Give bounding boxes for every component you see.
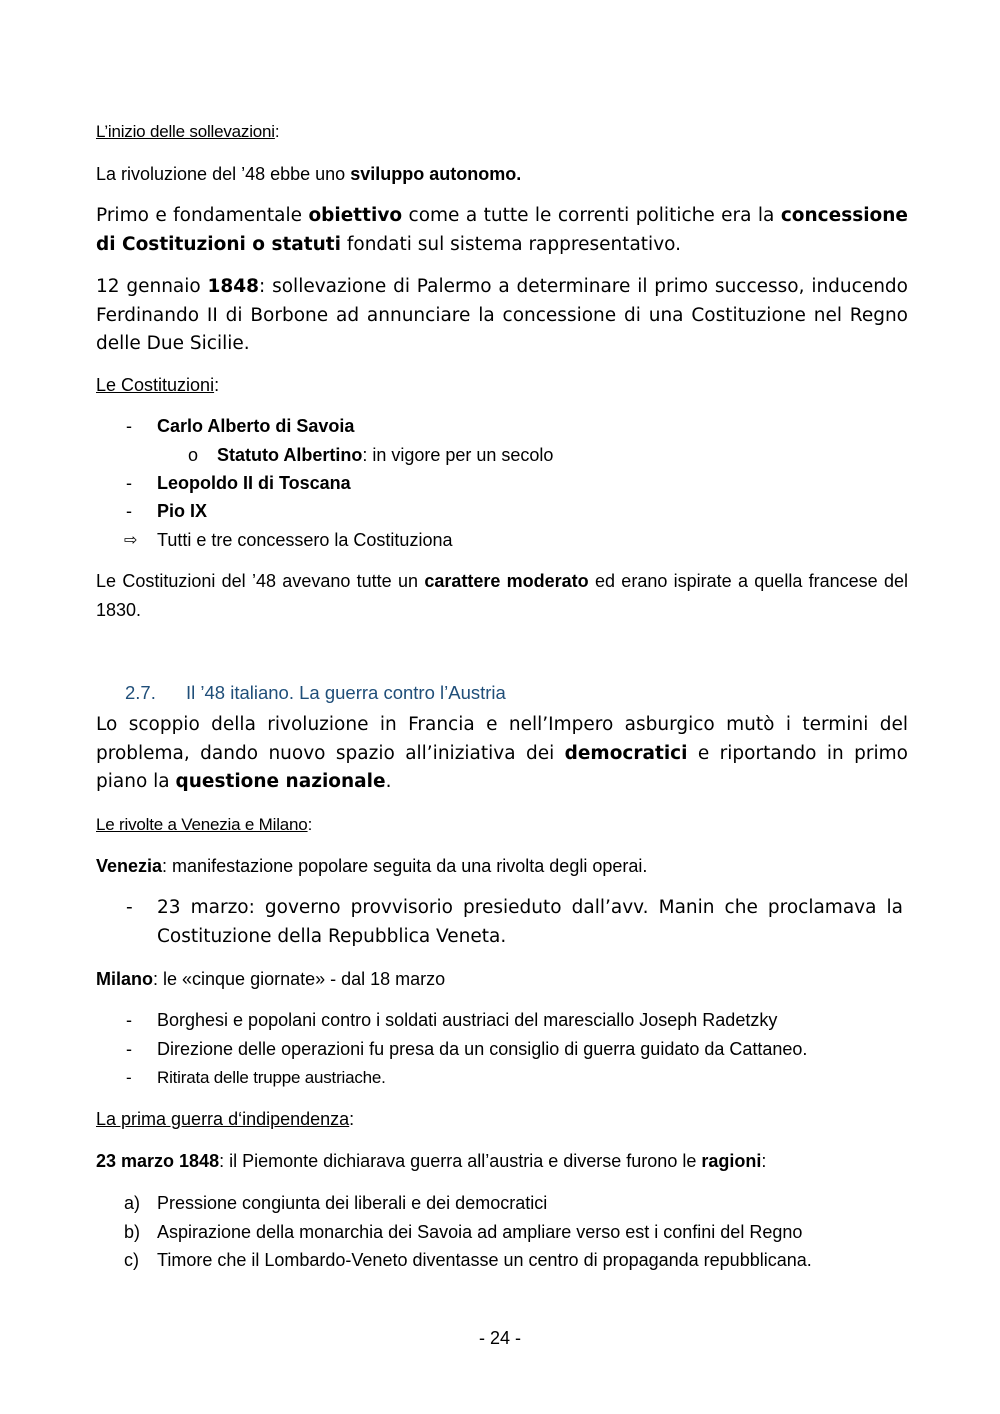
heading-colon: : [274,122,280,141]
text: : sollevazione di Palermo a determinare il primo successo, inducendo Ferdinando II di Borbone ad annunciare la concessione di una Costituzione nel Regno delle Due Sicilie. [96,276,908,354]
section-number: 2.7. [125,682,156,703]
section-heading-costituzioni [96,371,908,400]
text: Timore che il Lombardo-Veneto diventasse un centro di propaganda repubblicana. [157,1250,812,1270]
list-marker: c) [124,1250,139,1270]
section-heading-sollevazioni [96,118,908,147]
paragraph-moderato [96,567,908,624]
text: fondati sul sistema rappresentativo. [340,233,682,255]
text: . [385,771,392,792]
bold-text: obiettivo [308,205,403,226]
list-marker: - [126,416,132,436]
list-marker: - [126,1068,132,1087]
paragraph-sviluppo [96,160,908,189]
text: 12 gennaio [96,276,208,297]
page-number: - 24 - [478,1328,521,1348]
text: ed erano ispirate a quella francese del 1830. [96,571,908,620]
list-marker: - [126,473,132,493]
text: Direzione delle operazioni fu presa da un consiglio di guerra guidato da Cattaneo. [157,1039,808,1059]
text: Borghesi e popolani contro i soldati austriaci del maresciallo Joseph Radetzky [157,1010,778,1030]
paragraph-venezia [96,852,908,881]
heading-text: Le rivolte a Venezia e Milano [96,815,308,834]
text: : manifestazione popolare seguita da una rivolta degli operai. [162,856,648,876]
text: e riportando in primo piano la [96,742,908,792]
bold-text: 23 marzo 1848 [96,1151,220,1171]
list-marker: o [188,445,199,465]
text: La rivoluzione del ’48 ebbe uno [96,164,351,184]
bold-text: Statuto Albertino [217,445,363,465]
list-marker: - [126,1010,132,1030]
list-marker: - [126,897,133,918]
heading-text: La prima guerra d‘indipendenza [96,1109,350,1129]
bold-text: ragioni [701,1151,762,1171]
text: Lo scoppio della rivoluzione in Francia e nell’Impero asburgico mutò i termini del problema, dando nuovo spazio all’iniziativa dei [96,714,908,764]
text: Ritirata delle truppe austriache. [157,1068,386,1087]
paragraph-dichiarazione [96,1147,908,1176]
bold-text: Venezia [96,856,163,876]
text: : in vigore per un secolo [362,445,554,465]
text: Tutti e tre concessero la Costituziona [157,530,453,550]
list-marker: a) [124,1193,141,1213]
paragraph-milano [96,965,908,994]
text: : il Piemonte dichiarava guerra all’austria e diverse furono le [219,1151,702,1171]
bold-text: Leopoldo II di Toscana [157,473,351,493]
text: : [761,1151,767,1171]
bold-text: Carlo Alberto di Savoia [157,416,355,436]
list-marker: - [126,501,132,521]
section-heading-rivolte [96,811,908,840]
text: 23 marzo: governo provvisorio presieduto dall’avv. Manin che proclamava la Costituzione della Repubblica Veneta. [157,897,903,947]
text: Pressione congiunta dei liberali e dei democratici [157,1193,548,1213]
bold-text: carattere moderato [424,571,589,591]
heading-text: L’inizio delle sollevazioni [96,122,275,141]
paragraph-obiettivo [96,202,908,259]
bold-text: concessione di Costituzioni o statuti [96,205,908,255]
text: come a tutte le correnti politiche era la [402,205,781,226]
text: Primo e fondamentale [96,205,309,226]
text: Aspirazione della monarchia dei Savoia ad ampliare verso est i confini del Regno [157,1222,803,1242]
heading-colon: : [214,375,220,395]
text: : le «cinque giornate» - dal 18 marzo [153,969,446,989]
paragraph-palermo [96,273,908,359]
heading-colon: : [307,815,313,834]
paragraph-scoppio [96,711,908,797]
bold-text: democratici [564,742,688,764]
bold-text: Pio IX [157,501,208,521]
arrow-icon: ⇨ [124,530,138,549]
bold-text: sviluppo autonomo. [350,164,522,184]
bold-text: questione nazionale [175,771,386,792]
text: Le Costituzioni del ’48 avevano tutte un [96,571,425,591]
bold-text: 1848 [207,276,260,297]
heading-colon: : [349,1109,355,1129]
section-title: Il ’48 italiano. La guerra contro l’Austria [186,682,506,703]
bold-text: Milano [96,969,153,989]
list-marker: b) [124,1222,141,1242]
list-marker: - [126,1039,132,1059]
heading-text: Le Costituzioni [96,375,215,395]
section-heading-guerra [96,1105,908,1134]
